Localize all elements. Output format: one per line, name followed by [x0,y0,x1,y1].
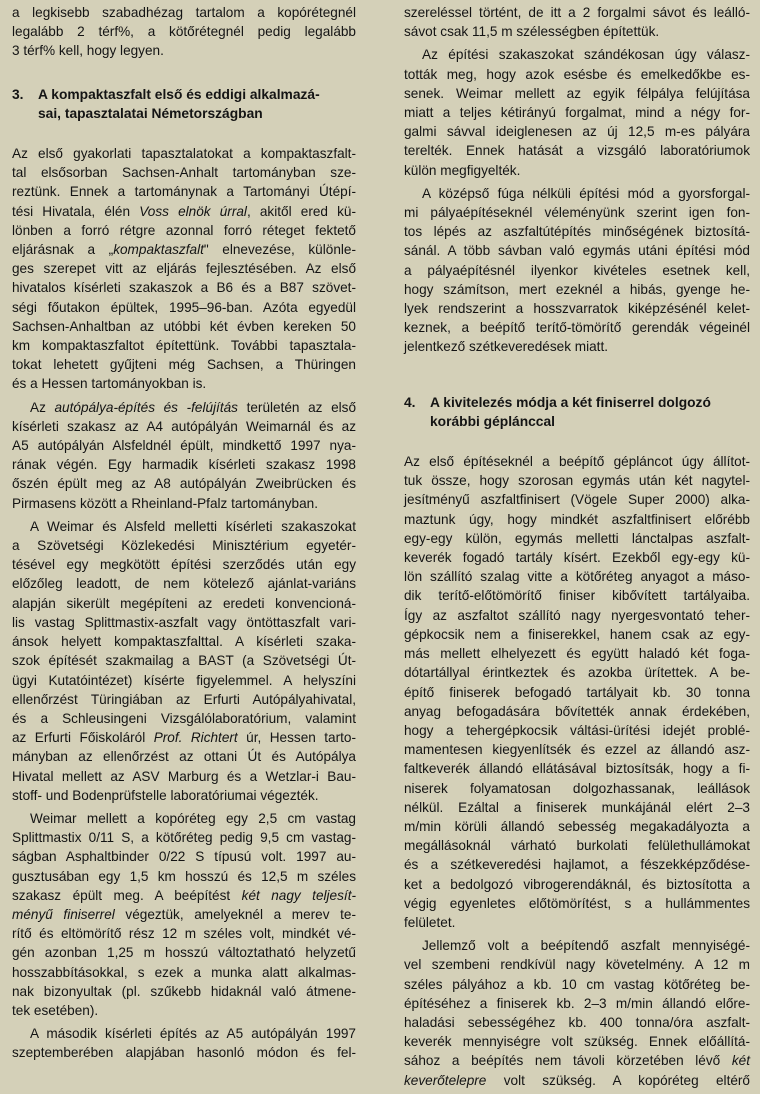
text-line: tuk össze, hogy szorosan egymás után két nagytel- [404,473,750,489]
section-number: 3. [12,86,24,102]
text-line: hogy a tehergépkocsik váltási-ürítési idejét problé- [404,722,750,738]
paragraph-middle-joint [404,184,750,357]
paragraph-second-build [12,1024,356,1062]
text-line: gén azonban 1,25 m hosszú változtatható helyzetű [12,945,356,961]
text-line: kísérleti szakasz az A4 autópályán Weimarnál és az [12,418,356,434]
text-line: lyek rendszerint a hosszvarratok kiképzésénél kelet- [404,301,750,317]
heading-line [404,393,750,412]
text-run: eljárásnak a „ [12,242,114,258]
text-line: lönben a forró rétgre azonnal forró réteget fektető [12,222,356,238]
text-line: rítő és eltömörítő rész 12 m széles volt, mindkét vé- [12,926,356,942]
text-line: keverék mennyiségre volt szükség. Ennek előállítá- [404,1034,750,1050]
text-line: mányban az ellenőrzést az ottani Út és Autópálya [12,749,356,765]
text-line [12,728,356,747]
text-line [404,1071,750,1090]
italic-term: két nagy teljesít- [241,887,356,903]
text-run: szakasz épült meg. A beépítést [12,887,242,903]
text-line: jesítményű aszfaltfinisert (Vögele Super 2000) alka- [404,492,750,508]
text-line: tésével egy megkötött építési szerződés után egy [12,557,356,573]
text-line: reztünk. Ennek a tartománynak a Tartományi Útépí- [12,184,356,200]
text-line [404,1051,750,1070]
text-line: nak bizonyultak (pl. szűkebb hidaknál való átmene- [12,983,356,999]
text-line: keznek, a beépítő terítő-tömörítő gerendák végeinél [404,320,750,336]
paragraph-paver-chain [404,452,750,932]
text-line: gépkocsik nem a finiserekkel, hanem csak az egy- [404,626,750,642]
text-line: és a Hessen tartományokban is. [12,376,207,392]
text-line: m/min körüli állandó sebesség megakadályozta a [404,818,750,834]
text-line: megállásoknál várható burkolati felülethullámokat [404,838,750,854]
text-line: jelentkező szétkeveredések miatt. [404,339,609,355]
text-line: és a Schleusingeni Vizsgálólaboratórium, valamint [12,710,356,726]
text-line [12,202,356,221]
text-line: anyag befogadására bővítették annak érdekében, [404,703,750,719]
text-run: területén az első [237,399,357,415]
text-line: mi pályaépítéseknél véleményünk szerint igen fon- [404,205,750,221]
text-line: szereléssel történt, de itt a 2 forgalmi sávot és leálló- [404,5,750,20]
text-line: Így az aszfaltot szállító nagy nyergesvontató teher- [404,607,750,623]
heading-text: korábbi géplánccal [430,413,555,429]
section-number: 4. [404,394,416,410]
text-line: km kompaktaszfaltot építettünk. További tapasztala- [12,338,356,354]
text-line: tal elsősorban Sachsen-Anhalt tartományban sze- [12,165,356,181]
text-line: más mellett elhelyezett és együtt haladó két foga- [404,646,750,662]
text-line: Jellemző volt a beépítendő aszfalt mennyiségé- [422,938,750,954]
text-line: Hivatal mellett az ASV Marburg és a Wetzlar-i Bau- [12,768,356,784]
section-heading-3 [12,85,356,123]
text-run: úr, Hessen tarto- [237,730,356,746]
text-run: , akitől ered kü- [246,203,357,219]
text-line: 3 térf% kell, hogy legyen. [12,43,164,59]
text-line: a legkisebb szabadhézag tartalom a kopórétegnél [12,5,356,20]
text-line: építő finiserek befogadó tartályait kb. 30 tonna [404,684,750,700]
text-line: Weimar mellett a kopóréteg egy 2,5 cm vastag [30,810,356,826]
text-line: dik terítő-előtömörítő finiser kibővített tartályaiba. [404,588,750,604]
text-line: vel szembeni rendkívül nagy követelmény. A 12 m [404,957,750,973]
text-line [12,886,356,905]
paragraph-weimar-layers [12,809,356,1020]
text-line: egy-egy külön, egymás melletti lánctalpas aszfalt- [404,530,750,546]
text-line: lön szállító szalag vitte a kötőréteg anyagot a máso- [404,569,750,585]
text-line: A5 autópályán Alsfeldnél épült, mindkettő 1997 nya- [12,438,356,454]
text-line: Pirmasens között a Rheinland-Pfalz tartományban. [12,495,319,511]
text-line: niserek folyamatosan dolgozhassanak, leállások [404,780,750,796]
text-line: szeptemberében alapjában hasonló módon és fel- [12,1045,356,1061]
text-line [12,240,356,259]
text-line [12,398,356,417]
text-run: tési Hivatala, élén [12,203,140,219]
text-line: A második kísérleti építés az A5 autópályán 1997 [30,1026,356,1042]
italic-name: Voss elnök úrral [139,203,247,219]
text-line: Az első gyakorlati tapasztalatokat a kompaktaszfalt- [12,146,356,162]
paragraph-quantity [404,936,750,1090]
text-line: keverék fogadó tartály kísért. Ezekből egy-egy kü- [404,550,750,566]
italic-name: Prof. Richtert [153,730,238,746]
text-line: tották meg, hogy azok esésbe és emelkedőkbe es- [404,66,750,82]
text-run: végeztük, amelyeknél a merev te- [114,906,356,922]
text-line: rának végén. Egy harmadik kísérleti szakasz 1998 [12,457,356,473]
paragraph-motorway [12,398,356,513]
text-line: hogy számítson, mert ezeknél a hibás, gyenge he- [404,281,750,297]
text-line: sávot csak 11,5 m szélességben építettük. [404,24,660,40]
paragraph-continued [404,3,750,41]
paragraph-sections-choice [404,45,750,179]
right-column [404,3,750,1094]
text-run: Az [30,399,55,415]
text-line: A középső fúga nélküli építési mód a gyorsforgal- [422,185,750,201]
text-line: Az első építéseknél a beépítő gépláncot úgy állítot- [404,454,750,470]
text-line: őszén épült meg az A8 autópályán Zweibrücken és [12,476,356,492]
italic-term: keverőtelepre [404,1072,487,1088]
text-line: ket a bedolgozó vibrogerendáknál, és biztosította a [404,876,750,892]
italic-term: autópálya-építés és -felújítás [54,399,238,415]
text-run: az Erfurti Főiskoláról [12,730,154,746]
text-line: Sachsen-Anhaltban az utóbbi két évben kereken 50 [12,318,356,334]
paragraph-weimar-alsfeld [12,517,356,805]
text-line: dótartállyal érintkeztek és azokba ürítettek. A be- [404,665,750,681]
text-line: galmi sávval ideiglenesen az új 12,5 m-es pályára [404,124,750,140]
italic-term: ményű finiserrel [12,906,115,922]
italic-term: kompaktaszfalt [113,242,204,258]
text-line: ügyi Kutatóintézet) kísérte figyelemmel. A helyszíni [12,672,356,688]
text-run: " elnevezése, különle- [203,242,356,258]
text-run: sához a beépítés nem távoli körzetében lévő [404,1053,732,1069]
text-line: tek esetében). [12,1002,99,1018]
text-line: végig egyenletes előtömörítést, s a hullámmentes [404,895,750,911]
text-line: Az építési szakaszokat szándékosan úgy válasz- [422,47,750,63]
text-line: ges szerepet vitt az eljárás fejlesztésében. Az első [12,261,356,277]
text-line: terelték. Ennek hatását a vizsgáló laboratóriumok [404,143,750,159]
heading-text: A kompaktaszfalt első és eddigi alkalmazá- [38,86,320,102]
text-line: stoff- und Bodenprüfstelle laboratóriumai végezték. [12,787,319,803]
text-line: és a szétkeveredési hajlamot, a fészekképződése- [404,857,750,873]
text-line: a Szövetségi Közlekedési Minisztérium egyetér- [12,538,356,554]
text-line: szok építését szakmailag a BAST (a Szövetségi Út- [12,653,356,669]
heading-text: sai, tapasztalatai Németországban [38,105,263,121]
text-line: miatt a teljes kétirányú forgalmat, mind a négy for- [404,105,750,121]
text-line: előzőleg leadott, de nem kötelező ajánlat-variáns [12,576,356,592]
text-line: hosszabbításokkal, s ezek a munka alatt alkalmas- [12,964,356,980]
text-line: tos lépés az aszfaltútépítés minőségének biztosítá- [404,224,750,240]
text-line: legalább 2 térf%, a kötőrétegnél pedig legalább [12,24,356,40]
text-line: nélkül. Ezáltal a finiserek munkájánál elért 2–3 [404,799,750,815]
text-run: volt szükség. A kopóréteg eltérő [486,1072,750,1088]
text-line: tokat lehetett gyűjteni még Sachsen, a Thüringen [12,357,356,373]
text-line [12,905,356,924]
text-line: ellenőrzést Türingiában az Erfurti Autópályahivatal, [12,691,356,707]
text-line: A Weimar és Alsfeld melletti kísérleti szakaszokat [30,518,356,534]
text-line: ségi főutakon épültek, 1995–96-ban. Azóta egyedül [12,299,356,315]
text-line: felületet. [404,914,456,930]
text-line: hivatalos kísérleti szakaszok a B6 és a B87 szövet- [12,280,356,296]
text-line: építéséhez a finiserek kb. 2–3 m/min állandó előre- [404,995,750,1011]
text-line: maztunk úgy, hogy mindkét aszfaltfinisert előrébb [404,511,750,527]
text-line: külön megfigyelték. [404,162,521,178]
text-line: mamentesen kiegyenlítsék és ezzel az állandó asz- [404,742,750,758]
text-line: lis vastag Splittmastix-aszfalt vagy öntöttaszfalt vari- [12,614,356,630]
text-line: sánál. A több sávban való egymás utáni építési mód [404,243,750,259]
heading-text: A kivitelezés módja a két finiserrel dolgozó [430,394,711,410]
text-line: a pályaépítésnél ilyenkor kivételes esetnek kell, [404,262,750,278]
heading-line [12,85,356,104]
text-line: faltkeverék állandó ellátásával biztosítsák, hogy a fi- [404,761,750,777]
text-line: senek. Weimar mellett az egyik félpálya felújítása [404,85,750,101]
text-line: ánsok helyett kompaktaszfalttal. A kísérleti szaka- [12,634,356,650]
left-column [12,3,356,1067]
text-line: széles pályához a kb. 10 cm vastag kötőréteg be- [404,976,750,992]
paragraph-continued-void-content [12,3,356,61]
text-line: alapján sikerült megépíteni az eredeti konvencioná- [12,595,356,611]
text-line: haladási sebességéhez kb. 400 tonna/óra aszfalt- [404,1014,750,1030]
italic-term: két [731,1053,750,1069]
text-line: gusztusában egy 1,5 km hosszú és 12,5 m széles [12,868,356,884]
text-line: ságban Asphaltbinder 0/22 S típusú volt. 1997 au- [12,849,356,865]
section-heading-4 [404,393,750,431]
paragraph-first-experiences [12,144,356,394]
text-line: Splittmastix 0/11 S, a kötőréteg pedig 9,5 cm vastag- [12,830,356,846]
